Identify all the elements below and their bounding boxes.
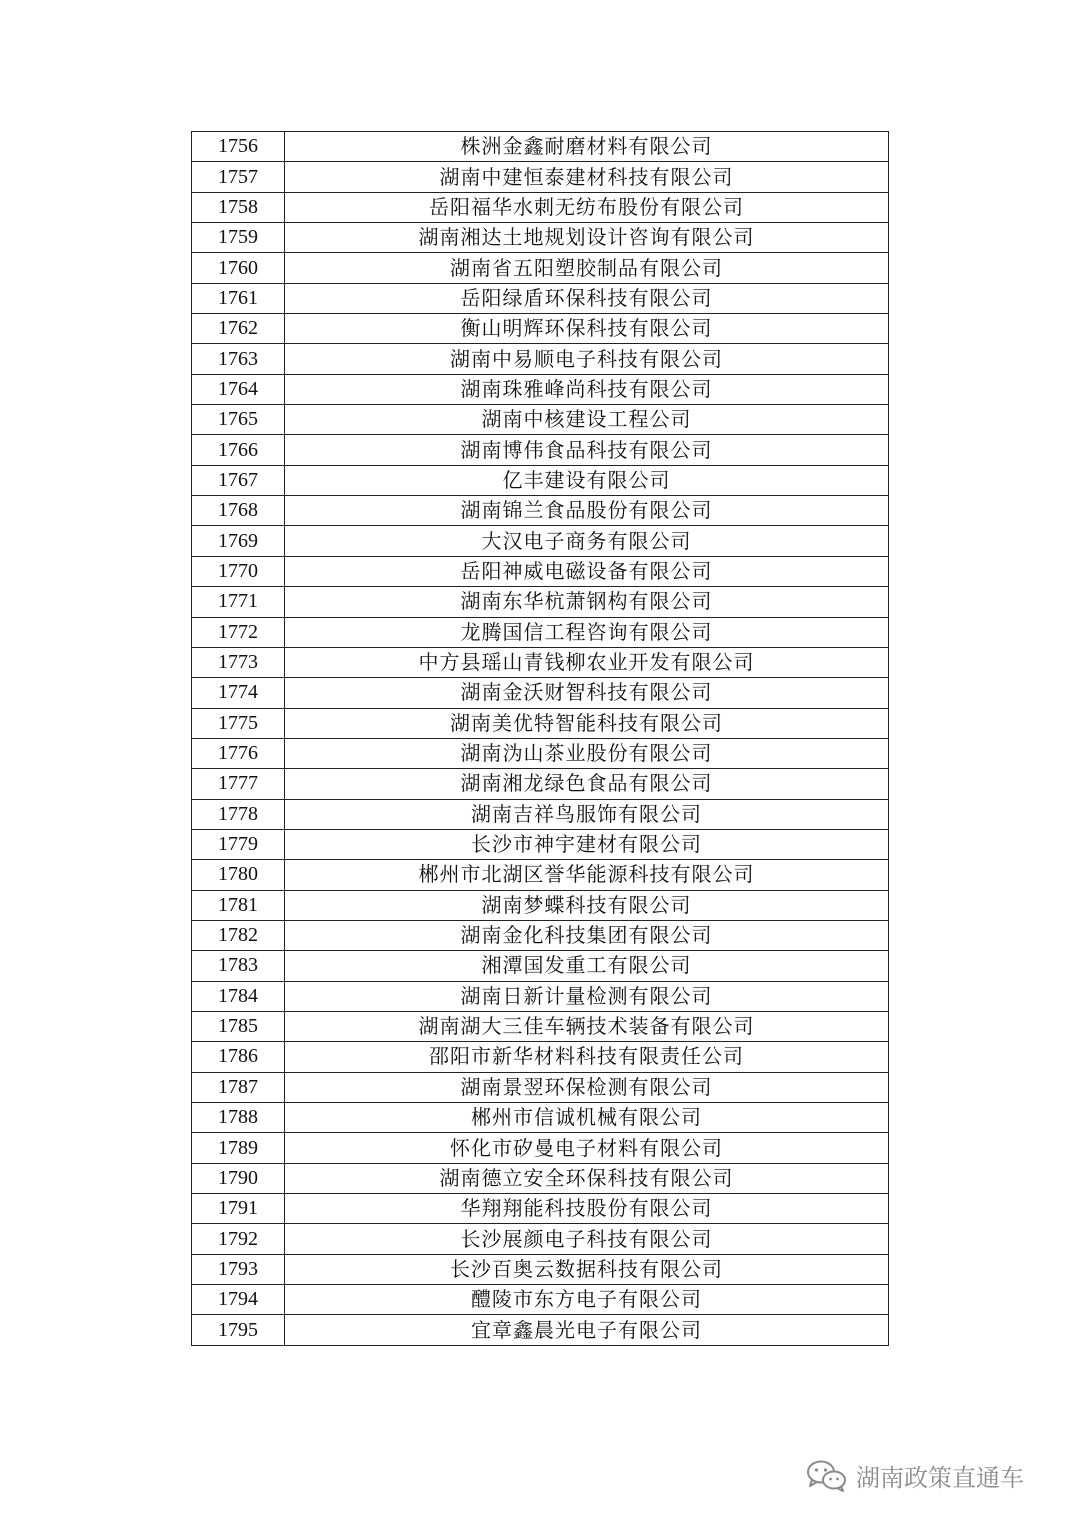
company-name: 怀化市矽曼电子材料有限公司	[285, 1133, 889, 1163]
row-number: 1757	[192, 162, 285, 192]
row-number: 1770	[192, 556, 285, 586]
row-number: 1771	[192, 587, 285, 617]
table-row	[192, 162, 889, 192]
table-row	[192, 678, 889, 708]
company-list-table	[191, 131, 889, 1346]
table-row	[192, 890, 889, 920]
company-name: 长沙市神宇建材有限公司	[285, 829, 889, 859]
company-name: 湖南中易顺电子科技有限公司	[285, 344, 889, 374]
table-row	[192, 1285, 889, 1315]
company-name: 邵阳市新华材料科技有限责任公司	[285, 1042, 889, 1072]
company-name: 醴陵市东方电子有限公司	[285, 1285, 889, 1315]
company-name: 长沙展颜电子科技有限公司	[285, 1224, 889, 1254]
row-number: 1778	[192, 799, 285, 829]
company-name: 湖南珠雅峰尚科技有限公司	[285, 374, 889, 404]
company-name: 湖南梦蝶科技有限公司	[285, 890, 889, 920]
row-number: 1786	[192, 1042, 285, 1072]
row-number: 1792	[192, 1224, 285, 1254]
company-name: 岳阳绿盾环保科技有限公司	[285, 283, 889, 313]
table-row	[192, 647, 889, 677]
company-name: 湖南日新计量检测有限公司	[285, 981, 889, 1011]
table-row	[192, 405, 889, 435]
wechat-icon	[806, 1459, 848, 1493]
table-row	[192, 587, 889, 617]
row-number: 1767	[192, 465, 285, 495]
company-name: 湖南美优特智能科技有限公司	[285, 708, 889, 738]
row-number: 1787	[192, 1072, 285, 1102]
table-row	[192, 708, 889, 738]
table-row	[192, 496, 889, 526]
table-row	[192, 769, 889, 799]
company-name: 湖南金化科技集团有限公司	[285, 920, 889, 950]
company-name: 宜章鑫晨光电子有限公司	[285, 1315, 889, 1345]
company-name: 湖南景翌环保检测有限公司	[285, 1072, 889, 1102]
watermark	[806, 1458, 1024, 1493]
row-number: 1760	[192, 253, 285, 283]
row-number: 1779	[192, 829, 285, 859]
table-row	[192, 435, 889, 465]
company-name: 湖南金沃财智科技有限公司	[285, 678, 889, 708]
row-number: 1785	[192, 1011, 285, 1041]
row-number: 1775	[192, 708, 285, 738]
table-row	[192, 1133, 889, 1163]
table-row	[192, 223, 889, 253]
table-row	[192, 1011, 889, 1041]
row-number: 1764	[192, 374, 285, 404]
row-number: 1781	[192, 890, 285, 920]
company-name: 湖南省五阳塑胶制品有限公司	[285, 253, 889, 283]
table-row	[192, 556, 889, 586]
company-name: 株洲金鑫耐磨材料有限公司	[285, 132, 889, 162]
row-number: 1756	[192, 132, 285, 162]
table-row	[192, 1072, 889, 1102]
company-name: 湘潭国发重工有限公司	[285, 951, 889, 981]
table-row	[192, 951, 889, 981]
row-number: 1788	[192, 1103, 285, 1133]
company-name: 岳阳福华水刺无纺布股份有限公司	[285, 192, 889, 222]
company-name: 湖南锦兰食品股份有限公司	[285, 496, 889, 526]
row-number: 1763	[192, 344, 285, 374]
row-number: 1774	[192, 678, 285, 708]
table-row	[192, 829, 889, 859]
company-name: 湖南中建恒泰建材科技有限公司	[285, 162, 889, 192]
company-name: 郴州市信诚机械有限公司	[285, 1103, 889, 1133]
company-name: 亿丰建设有限公司	[285, 465, 889, 495]
table-row	[192, 1194, 889, 1224]
table-row	[192, 526, 889, 556]
row-number: 1761	[192, 283, 285, 313]
row-number: 1759	[192, 223, 285, 253]
company-name: 中方县瑶山青钱柳农业开发有限公司	[285, 647, 889, 677]
table-row	[192, 1224, 889, 1254]
table-row	[192, 738, 889, 768]
row-number: 1790	[192, 1163, 285, 1193]
company-name: 湖南德立安全环保科技有限公司	[285, 1163, 889, 1193]
company-name: 郴州市北湖区誉华能源科技有限公司	[285, 860, 889, 890]
table-row	[192, 132, 889, 162]
table-row	[192, 981, 889, 1011]
row-number: 1780	[192, 860, 285, 890]
company-name: 大汉电子商务有限公司	[285, 526, 889, 556]
table-body	[192, 132, 889, 1346]
watermark-text: 湖南政策直通车	[856, 1464, 1024, 1492]
row-number: 1794	[192, 1285, 285, 1315]
company-name: 岳阳神威电磁设备有限公司	[285, 556, 889, 586]
company-name: 湖南湖大三佳车辆技术装备有限公司	[285, 1011, 889, 1041]
table-row	[192, 344, 889, 374]
row-number: 1758	[192, 192, 285, 222]
row-number: 1791	[192, 1194, 285, 1224]
row-number: 1769	[192, 526, 285, 556]
company-name: 湖南中核建设工程公司	[285, 405, 889, 435]
row-number: 1773	[192, 647, 285, 677]
table-row	[192, 465, 889, 495]
table-row	[192, 1315, 889, 1345]
row-number: 1762	[192, 314, 285, 344]
table-row	[192, 1254, 889, 1284]
row-number: 1783	[192, 951, 285, 981]
row-number: 1766	[192, 435, 285, 465]
table-row	[192, 253, 889, 283]
company-name: 衡山明辉环保科技有限公司	[285, 314, 889, 344]
company-name: 湖南湘达土地规划设计咨询有限公司	[285, 223, 889, 253]
table-row	[192, 799, 889, 829]
row-number: 1776	[192, 738, 285, 768]
table-row	[192, 860, 889, 890]
table-row	[192, 617, 889, 647]
table-row	[192, 374, 889, 404]
table-row	[192, 1042, 889, 1072]
table-row	[192, 283, 889, 313]
row-number: 1795	[192, 1315, 285, 1345]
row-number: 1793	[192, 1254, 285, 1284]
table-row	[192, 1163, 889, 1193]
row-number: 1777	[192, 769, 285, 799]
company-name: 湖南沩山茶业股份有限公司	[285, 738, 889, 768]
table-row	[192, 314, 889, 344]
company-name: 湖南湘龙绿色食品有限公司	[285, 769, 889, 799]
company-name: 长沙百奥云数据科技有限公司	[285, 1254, 889, 1284]
company-name: 湖南博伟食品科技有限公司	[285, 435, 889, 465]
row-number: 1782	[192, 920, 285, 950]
company-name: 龙腾国信工程咨询有限公司	[285, 617, 889, 647]
table-row	[192, 192, 889, 222]
row-number: 1765	[192, 405, 285, 435]
company-name: 湖南东华杭萧钢构有限公司	[285, 587, 889, 617]
row-number: 1784	[192, 981, 285, 1011]
row-number: 1768	[192, 496, 285, 526]
table-row	[192, 920, 889, 950]
company-name: 华翔翔能科技股份有限公司	[285, 1194, 889, 1224]
row-number: 1789	[192, 1133, 285, 1163]
table-row	[192, 1103, 889, 1133]
row-number: 1772	[192, 617, 285, 647]
company-name: 湖南吉祥鸟服饰有限公司	[285, 799, 889, 829]
